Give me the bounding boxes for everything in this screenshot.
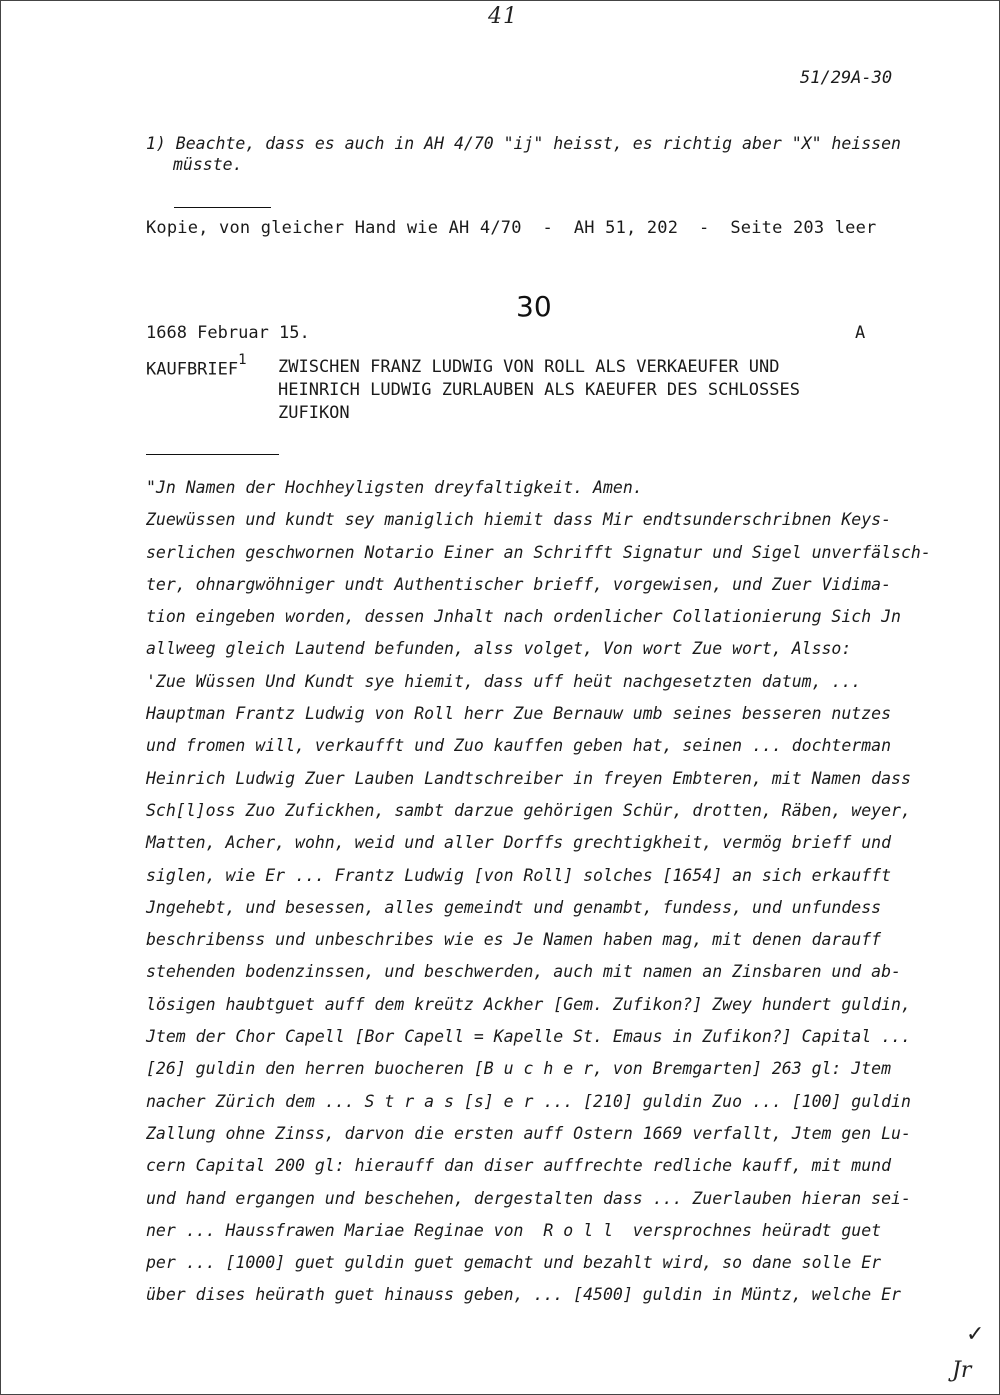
body-line: 'Zue Wüssen Und Kundt sye hiemit, dass uff heüt nachgesetzten datum, ... bbox=[146, 671, 862, 691]
body-line: Matten, Acher, wohn, weid und aller Dorffs grechtigkheit, vermög brieff und bbox=[146, 833, 892, 853]
body-line: Sch[l]oss Zuo Zufickhen, sambt darzue gehörigen Schür, drotten, Räben, weyer, bbox=[146, 800, 911, 820]
body-line: per ... [1000] guet guldin guet gemacht und bezahlt wird, so dane solle Er bbox=[146, 1253, 882, 1273]
body-line: Heinrich Ludwig Zuer Lauben Landtschreiber in freyen Embteren, mit Namen dass bbox=[146, 768, 911, 788]
document-letter: A bbox=[855, 323, 866, 343]
footnote bbox=[146, 133, 926, 175]
provenance-note: Kopie, von gleicher Hand wie AH 4/70 - AH 51, 202 - Seite 203 leer bbox=[146, 218, 877, 238]
body-line: cern Capital 200 gl: hierauff dan diser auffrechte redliche kauff, mit mund bbox=[146, 1156, 892, 1176]
title-label-text: KAUFBRIEF bbox=[146, 359, 239, 380]
body-line: [26] guldin den herren buocheren [B u c h e r, von Bremgarten] 263 gl: Jtem bbox=[146, 1059, 892, 1079]
body-line: "Jn Namen der Hochheyligsten dreyfaltigkeit. Amen. bbox=[146, 478, 643, 497]
body-line: beschribenss und unbeschribes wie es Je Namen haben mag, mit denen darauff bbox=[146, 930, 882, 950]
body-line: über dises heürath guet hinauss geben, ... [4500] guldin in Müntz, welche Er bbox=[146, 1285, 901, 1305]
title-line: ZUFIKON bbox=[278, 403, 350, 423]
title-line: ZWISCHEN FRANZ LUDWIG VON ROLL ALS VERKAEUFER UND bbox=[278, 357, 780, 377]
handwritten-initials: Jr bbox=[952, 1358, 972, 1383]
footnote-line-2: müsste. bbox=[173, 155, 243, 174]
body-line: und hand ergangen und beschehen, dergestalten dass ... Zuerlauben hieran sei- bbox=[146, 1188, 911, 1208]
body-line: stehenden bodenzinssen, und beschwerden, auch mit namen an Zinsbaren und ab- bbox=[146, 962, 901, 982]
body-line: Jtem der Chor Capell [Bor Capell = Kapelle St. Emaus in Zufikon?] Capital ... bbox=[146, 1027, 911, 1047]
body-line: tion eingeben worden, dessen Jnhalt nach ordenlicher Collationierung Sich Jn bbox=[146, 607, 901, 627]
body-line: Jngehebt, und besessen, alles gemeindt und genambt, fundess, und unfundess bbox=[146, 897, 882, 917]
body-line: nacher Zürich dem ... S t r a s [s] e r ... [210] guldin Zuo ... [100] guldin bbox=[146, 1091, 911, 1111]
check-mark: ✓ bbox=[966, 1322, 985, 1347]
body-line: Zallung ohne Zinss, darvon die ersten auff Ostern 1669 verfallt, Jtem gen Lu- bbox=[146, 1123, 911, 1143]
body-line: allweeg gleich Lautend befunden, alss volget, Von wort Zue wort, Alsso: bbox=[146, 639, 852, 659]
body-line: lösigen haubtguet auff dem kreütz Ackher [Gem. Zufikon?] Zwey hundert guldin, bbox=[146, 994, 911, 1014]
document-title bbox=[278, 356, 918, 425]
handwritten-top-number: 41 bbox=[488, 4, 518, 29]
document-date: 1668 Februar 15. bbox=[146, 323, 310, 343]
page-identifier: 51/29A-30 bbox=[800, 68, 893, 88]
body-line: ner ... Haussfrawen Mariae Reginae von R o l l versprochnes heüradt guet bbox=[146, 1220, 882, 1240]
body-line: und fromen will, verkaufft und Zuo kauffen geben hat, seinen ... dochterman bbox=[146, 736, 892, 756]
separator-rule bbox=[174, 207, 271, 208]
separator-rule bbox=[146, 454, 279, 455]
body-line: Zuewüssen und kundt sey maniglich hiemit dass Mir endtsunderschribnen Keys- bbox=[146, 510, 892, 530]
body-line: ter, ohnargwöhniger undt Authentischer brieff, vorgewisen, und Zuer Vidima- bbox=[146, 574, 892, 594]
title-label bbox=[146, 352, 247, 380]
document-number: 30 bbox=[516, 290, 552, 323]
title-footnote-ref: 1 bbox=[238, 352, 247, 368]
body-line: serlichen geschwornen Notario Einer an Schrifft Signatur und Sigel unverfälsch- bbox=[146, 542, 931, 562]
footnote-line-1: 1) Beachte, dass es auch in AH 4/70 "ij" heisst, es richtig aber "X" heissen bbox=[146, 134, 901, 153]
body-line: Hauptman Frantz Ludwig von Roll herr Zue Bernauw umb seines besseren nutzes bbox=[146, 704, 892, 724]
body-line: siglen, wie Er ... Frantz Ludwig [von Roll] solches [1654] an sich erkaufft bbox=[146, 865, 892, 885]
title-line: HEINRICH LUDWIG ZURLAUBEN ALS KAEUFER DES SCHLOSSES bbox=[278, 380, 800, 400]
transcription-body bbox=[146, 472, 931, 1312]
